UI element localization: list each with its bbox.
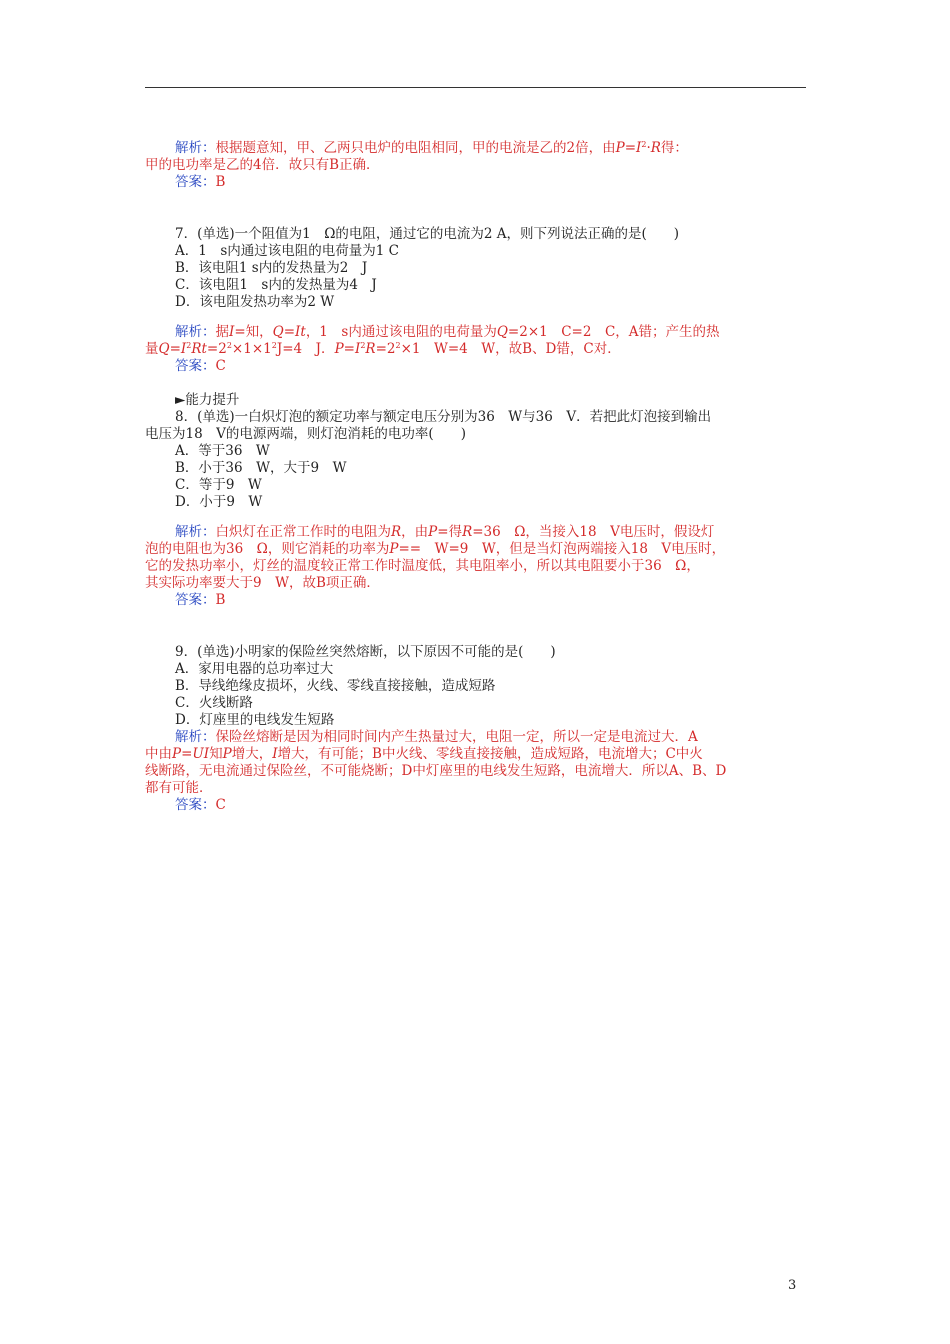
q9-answer: 答案：C	[175, 797, 226, 813]
q6-answer: 答案：B	[175, 174, 226, 190]
q6-explanation: 解析：根据题意知，甲、乙两只电炉的电阻相同，甲的电流是乙的2倍，由$P=I^2\cdot R$得： 甲的电功率是乙的4倍．故只有B正确． 答案：B	[175, 140, 807, 191]
q7-option-d: D．该电阻发热功率为2 W	[175, 294, 335, 310]
q7-option-c: C．该电阻1 s内的发热量为4 J	[175, 277, 377, 293]
q8-answer: 答案：B	[175, 592, 226, 608]
q7-answer: 答案：C	[175, 358, 226, 374]
question-7	[175, 226, 807, 311]
q8-stem-line2: 电压为18 V的电源两端，则灯泡消耗的电功率( )	[145, 426, 466, 442]
q8-explanation: 解析：白炽灯在正常工作时的电阻为R，由P=得R=36 Ω，当接入18 V电压时，假设灯 泡的电阻也为36 Ω，则它消耗的功率为P== W=9 W，但是当灯泡两端接入18 V电压时， 它的发热功率小，灯丝的温度较正常工作时温度低，其电阻率小，所以其电阻要小于36 Ω， 其实际功率要大于9 W，故B项正确． 答案：B	[175, 524, 807, 609]
q8-option-b: B．小于36 W，大于9 W	[175, 460, 347, 476]
q9-option-c: C．火线断路	[175, 695, 253, 711]
q9-option-a: A．家用电器的总功率过大	[175, 661, 334, 677]
question-9	[175, 644, 807, 729]
q8-option-a: A．等于36 W	[175, 443, 270, 459]
q9-option-b: B．导线绝缘皮损坏，火线、零线直接接触，造成短路	[175, 678, 496, 694]
q8-option-c: C．等于9 W	[175, 477, 262, 493]
section-heading: ►能力提升	[175, 392, 240, 408]
header-rule	[145, 87, 806, 88]
q7-option-a: A．1 s内通过该电阻的电荷量为1 C	[175, 243, 399, 259]
question-8	[145, 409, 807, 511]
q9-explanation: 解析：保险丝熔断是因为相同时间内产生热量过大，电阻一定，所以一定是电流过大．A 中由P=UI知P增大，I增大，有可能；B中火线、零线直接接触，造成短路，电流增大；C中火 线断路，无电流通过保险丝，不可能烧断；D中灯座里的电线发生短路，电流增大．所以A、B、D 都有可能． 答案：C	[175, 729, 807, 814]
q7-stem: 7．(单选)一个阻值为1 Ω的电阻，通过它的电流为2 A，则下列说法正确的是( )	[175, 226, 680, 242]
q7-option-b: B．该电阻1 s内的发热量为2 J	[175, 260, 368, 276]
q8-option-d: D．小于9 W	[175, 494, 263, 510]
page-number: 3	[788, 1278, 797, 1293]
q9-option-d: D．灯座里的电线发生短路	[175, 712, 335, 728]
q9-stem: 9．(单选)小明家的保险丝突然熔断，以下原因不可能的是( )	[175, 644, 556, 660]
q8-stem-line1: 8．(单选)一白炽灯泡的额定功率与额定电压分别为36 W与36 V．若把此灯泡接到输出	[175, 409, 712, 425]
q7-explanation: 解析：据I=知，Q=It，1 s内通过该电阻的电荷量为Q=2×1 C=2 C，A错；产生的热 量$Q=I^2Rt=2^2\times 1\times 1^2J=4$ J．$P=I^2R=2^2\times 1$ W=4 W，故B、D错，C对． 答案：C	[175, 324, 807, 375]
